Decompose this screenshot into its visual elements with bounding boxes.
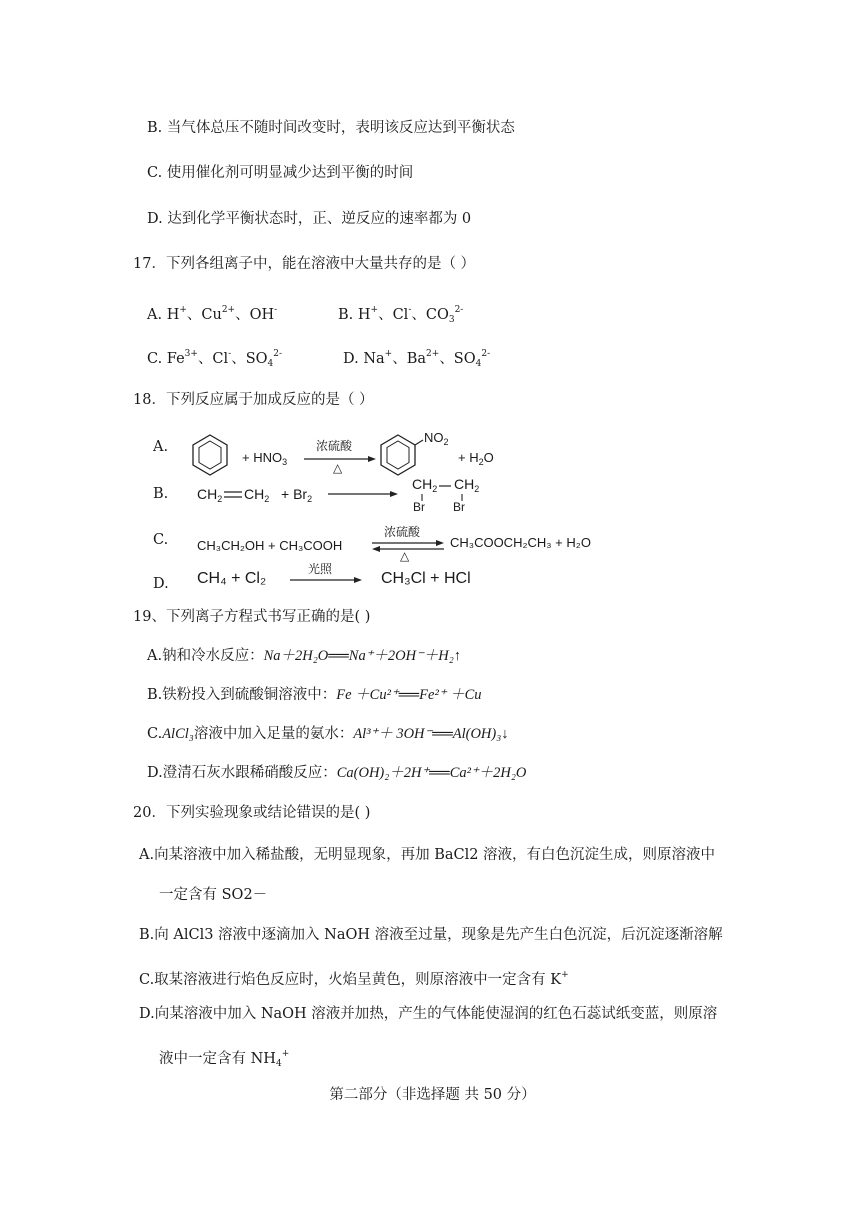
q19-option-c: C.AlCl₃溶液中加入足量的氨水：Al³⁺＋ 3OH⁻══Al(OH)₃↓ — [147, 726, 509, 742]
q17-option-d: D. Na+、$Ba^{2+}$、$SO_4^{2-}$ — [343, 349, 491, 369]
reaction-arrow-icon — [290, 576, 362, 584]
q18-option-b-label: B. — [153, 486, 169, 502]
q18-d-condition: 光照 — [308, 562, 333, 576]
q18-b-reactant-1: $CH_2$ — [197, 486, 223, 504]
q17-option-b: B. H+、Cl-、$CO_3^{2-}$ — [338, 305, 464, 325]
q18-a-condition: 浓硫酸 — [316, 439, 353, 453]
q18-b-reactant-2: $CH_2$ — [244, 486, 270, 504]
q18-option-a-label: A. — [153, 439, 169, 455]
benzene-ring-icon — [190, 432, 230, 478]
q18-option-c-label: C. — [153, 532, 169, 548]
q18-a-heat: △ — [333, 461, 343, 475]
q19-option-d: D.澄清石灰水跟稀硝酸反应：Ca(OH)₂＋2H⁺══Ca²⁺＋2H₂O — [147, 765, 527, 781]
q19-stem: 19、下列离子方程式书写正确的是( ) — [133, 609, 371, 625]
q19-option-b: B.铁粉投入到硫酸铜溶液中：Fe ＋Cu²⁺══Fe²⁺ ＋Cu — [147, 687, 482, 703]
q18-b-product-left: $CH_2$ — [412, 476, 438, 494]
q20-option-c: C.取某溶液进行焰色反应时，火焰呈黄色，则原溶液中一定含有 K+ — [139, 970, 569, 988]
q20-option-a-line1: A.向某溶液中加入稀盐酸，无明显现象，再加 BaCl2 溶液，有白色沉淀生成，则原溶液中 — [139, 847, 716, 863]
q17-option-a: A. H+、$Cu^{2+}$、OH- — [147, 305, 278, 323]
q16-option-c: C. 使用催化剂可明显减少达到平衡的时间 — [147, 165, 414, 181]
q20-option-a-line2: 一定含有 SO2－ — [159, 887, 268, 903]
q19-option-a: A.钠和冷水反应：Na＋2H₂O══Na⁺＋2OH⁻＋H₂↑ — [147, 648, 461, 664]
q16-option-d: D. 达到化学平衡状态时，正、逆反应的速率都为 0 — [147, 211, 472, 227]
single-bond-icon — [439, 484, 453, 488]
q18-a-hno3: + $HNO_3$ — [242, 450, 288, 467]
q18-option-d-label: D. — [153, 576, 169, 592]
q18-b-br-left: Br — [413, 500, 425, 514]
q17-option-c: C. $Fe^{3+}$、Cl-、$SO_4^{2-}$ — [147, 349, 283, 369]
q20-option-b: B.向 AlCl3 溶液中逐滴加入 NaOH 溶液至过量，现象是先产生白色沉淀，后沉淀逐渐溶解 — [139, 927, 723, 943]
q20-stem: 20．下列实验现象或结论错误的是( ) — [133, 805, 371, 821]
q18-a-no2: $NO_2$ — [424, 430, 449, 447]
q18-c-products: CH₃COOCH₂CH₃ + H₂O — [450, 535, 591, 550]
double-bond-icon — [224, 490, 242, 500]
q18-b-product-right: $CH_2$ — [454, 476, 480, 494]
reaction-arrow-icon — [328, 490, 398, 498]
q18-b-br-right: Br — [453, 500, 465, 514]
q18-b-br2: + $Br_2$ — [281, 486, 313, 504]
q20-option-d-line2: 液中一定含有 $NH_4^+$ — [159, 1049, 290, 1069]
q18-d-reactants: CH₄ + Cl₂ — [197, 570, 267, 587]
q18-c-reactants: CH₃CH₂OH + CH₃COOH — [197, 538, 343, 553]
part-two-title: 第二部分（非选择题 共 50 分） — [329, 1087, 536, 1103]
q16-option-b: B. 当气体总压不随时间改变时，表明该反应达到平衡状态 — [147, 120, 515, 136]
q18-stem: 18．下列反应属于加成反应的是（ ） — [133, 392, 374, 408]
nitrobenzene-ring-icon — [378, 432, 428, 478]
q18-d-products: CH₃Cl + HCl — [381, 570, 471, 587]
q18-a-h2o: + $H_2O$ — [458, 450, 494, 467]
q20-option-d-line1: D.向某溶液中加入 NaOH 溶液并加热，产生的气体能使湿润的红色石蕊试纸变蓝，则原溶 — [139, 1006, 718, 1022]
q18-c-heat: △ — [400, 549, 410, 563]
q17-stem: 17．下列各组离子中，能在溶液中大量共存的是（ ） — [133, 256, 476, 272]
q18-c-condition: 浓硫酸 — [384, 525, 421, 539]
